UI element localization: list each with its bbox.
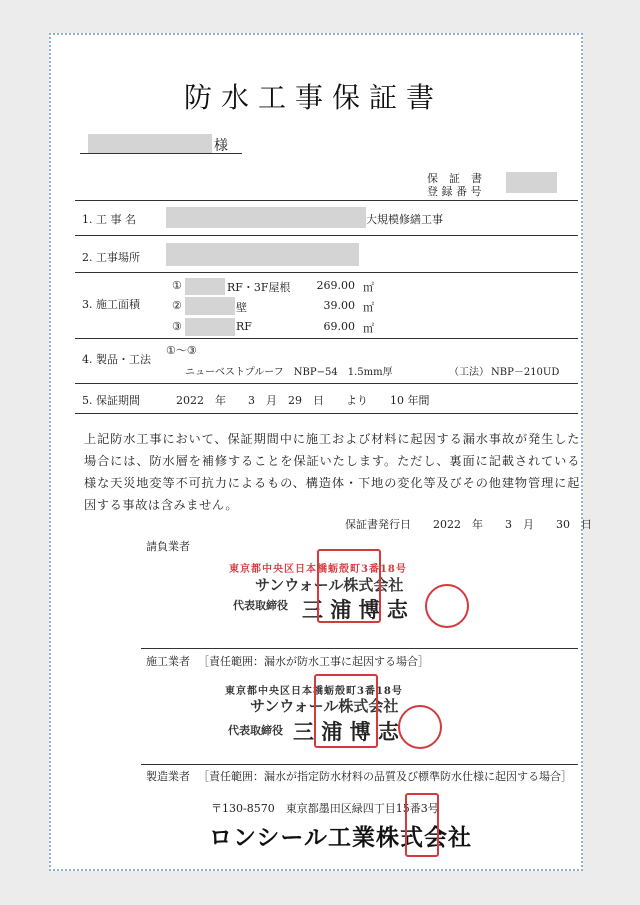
area-item-value: 269.00 [316, 279, 355, 292]
company-seal [314, 674, 378, 748]
redacted-area-item [185, 278, 225, 295]
contractor-company: サンウォール株式会社 [255, 576, 404, 594]
representative-seal [425, 584, 469, 628]
recipient-suffix: 様 [214, 138, 228, 154]
section-rule [141, 764, 578, 765]
manufacturer-scope: ［責任範囲：漏水が指定防水材料の品質及び標準防水仕様に起因する場合］ [198, 770, 572, 783]
redacted-work-name [166, 207, 366, 228]
manufacturer-logo: ロンシール工業株式会社 [209, 825, 472, 851]
registration-label-1: 保 証 書 [427, 172, 482, 185]
contractor-address: 東京都中央区日本橋蛎殻町3番18号 [229, 564, 407, 575]
section-rule [141, 648, 578, 649]
company-seal [405, 793, 439, 857]
installer-rep-title: 代表取締役 [228, 724, 283, 737]
period-label: 5. 保証期間 [82, 394, 140, 407]
product-label: 4. 製品・工法 [82, 353, 151, 366]
contractor-rep-title: 代表取締役 [233, 599, 288, 612]
area-item-value: 39.00 [323, 299, 355, 312]
area-item-no: ③ [172, 320, 182, 333]
area-item-name: RF・3F屋根 [227, 281, 291, 294]
area-item-no: ② [172, 299, 182, 312]
redacted-registration-number [506, 172, 557, 193]
installer-address: 東京都中央区日本橋蛎殻町3番18号 [225, 686, 403, 697]
installer-company: サンウォール株式会社 [250, 697, 399, 715]
table-rule [75, 235, 578, 236]
installer-label: 施工業者 [146, 655, 190, 668]
area-label: 3. 施工面積 [82, 298, 140, 311]
method-value: NBP－210UD [491, 367, 560, 378]
area-item-value: 69.00 [323, 320, 355, 333]
recipient-underline [80, 153, 242, 154]
area-item-no: ① [172, 279, 182, 292]
registration-label-2: 登 録 番 号 [427, 185, 482, 198]
redacted-recipient [88, 134, 212, 154]
redacted-site [166, 243, 359, 266]
area-item-unit: ㎡ [363, 281, 374, 294]
manufacturer-label: 製造業者 [146, 770, 190, 783]
work-name-label: 1. 工 事 名 [82, 213, 136, 226]
product-name: ニューベストプルーフ NBP−54 1.5mm厚 [185, 367, 393, 378]
area-item-name: RF [236, 320, 252, 333]
company-seal [317, 549, 381, 623]
contractor-label: 請負業者 [146, 540, 190, 553]
issue-date: 保証書発行日 2022 年 3 月 30 日 [345, 518, 592, 531]
redacted-area-item [185, 297, 235, 315]
period-value: 2022 年 3 月 29 日 より 10 年間 [176, 394, 430, 407]
manufacturer-address: 〒130-8570 東京都墨田区緑四丁目15番3号 [211, 802, 439, 815]
area-item-unit: ㎡ [363, 301, 374, 314]
guarantee-paragraph: 上記防水工事において、保証期間中に施工および材料に起因する漏水事故が発生した場合には、防水層を補修することを保証いたします。ただし、裏面に記載されている様な天災地変等不可抗力によるもの、構造体・下地の変化等及びその他建物管理に起因する事故は含みません。 [84, 432, 580, 512]
site-label: 2. 工事場所 [82, 251, 140, 264]
table-rule [75, 272, 578, 273]
method-label: （工法） [449, 367, 489, 378]
work-name-value: 大規模修繕工事 [366, 213, 443, 226]
representative-seal [398, 705, 442, 749]
contractor-rep-name: 三 浦 博 志 [302, 598, 408, 622]
redacted-area-item [185, 318, 235, 336]
table-rule [75, 383, 578, 384]
product-range: ①～③ [166, 344, 197, 357]
table-rule [75, 413, 578, 414]
table-rule [75, 200, 578, 201]
table-rule [75, 338, 578, 339]
installer-scope: ［責任範囲：漏水が防水工事に起因する場合］ [198, 655, 429, 668]
area-item-name: 壁 [236, 301, 247, 314]
area-item-unit: ㎡ [363, 322, 374, 335]
installer-rep-name: 三 浦 博 志 [293, 720, 399, 744]
document-title: 防水工事保証書 [184, 81, 444, 114]
